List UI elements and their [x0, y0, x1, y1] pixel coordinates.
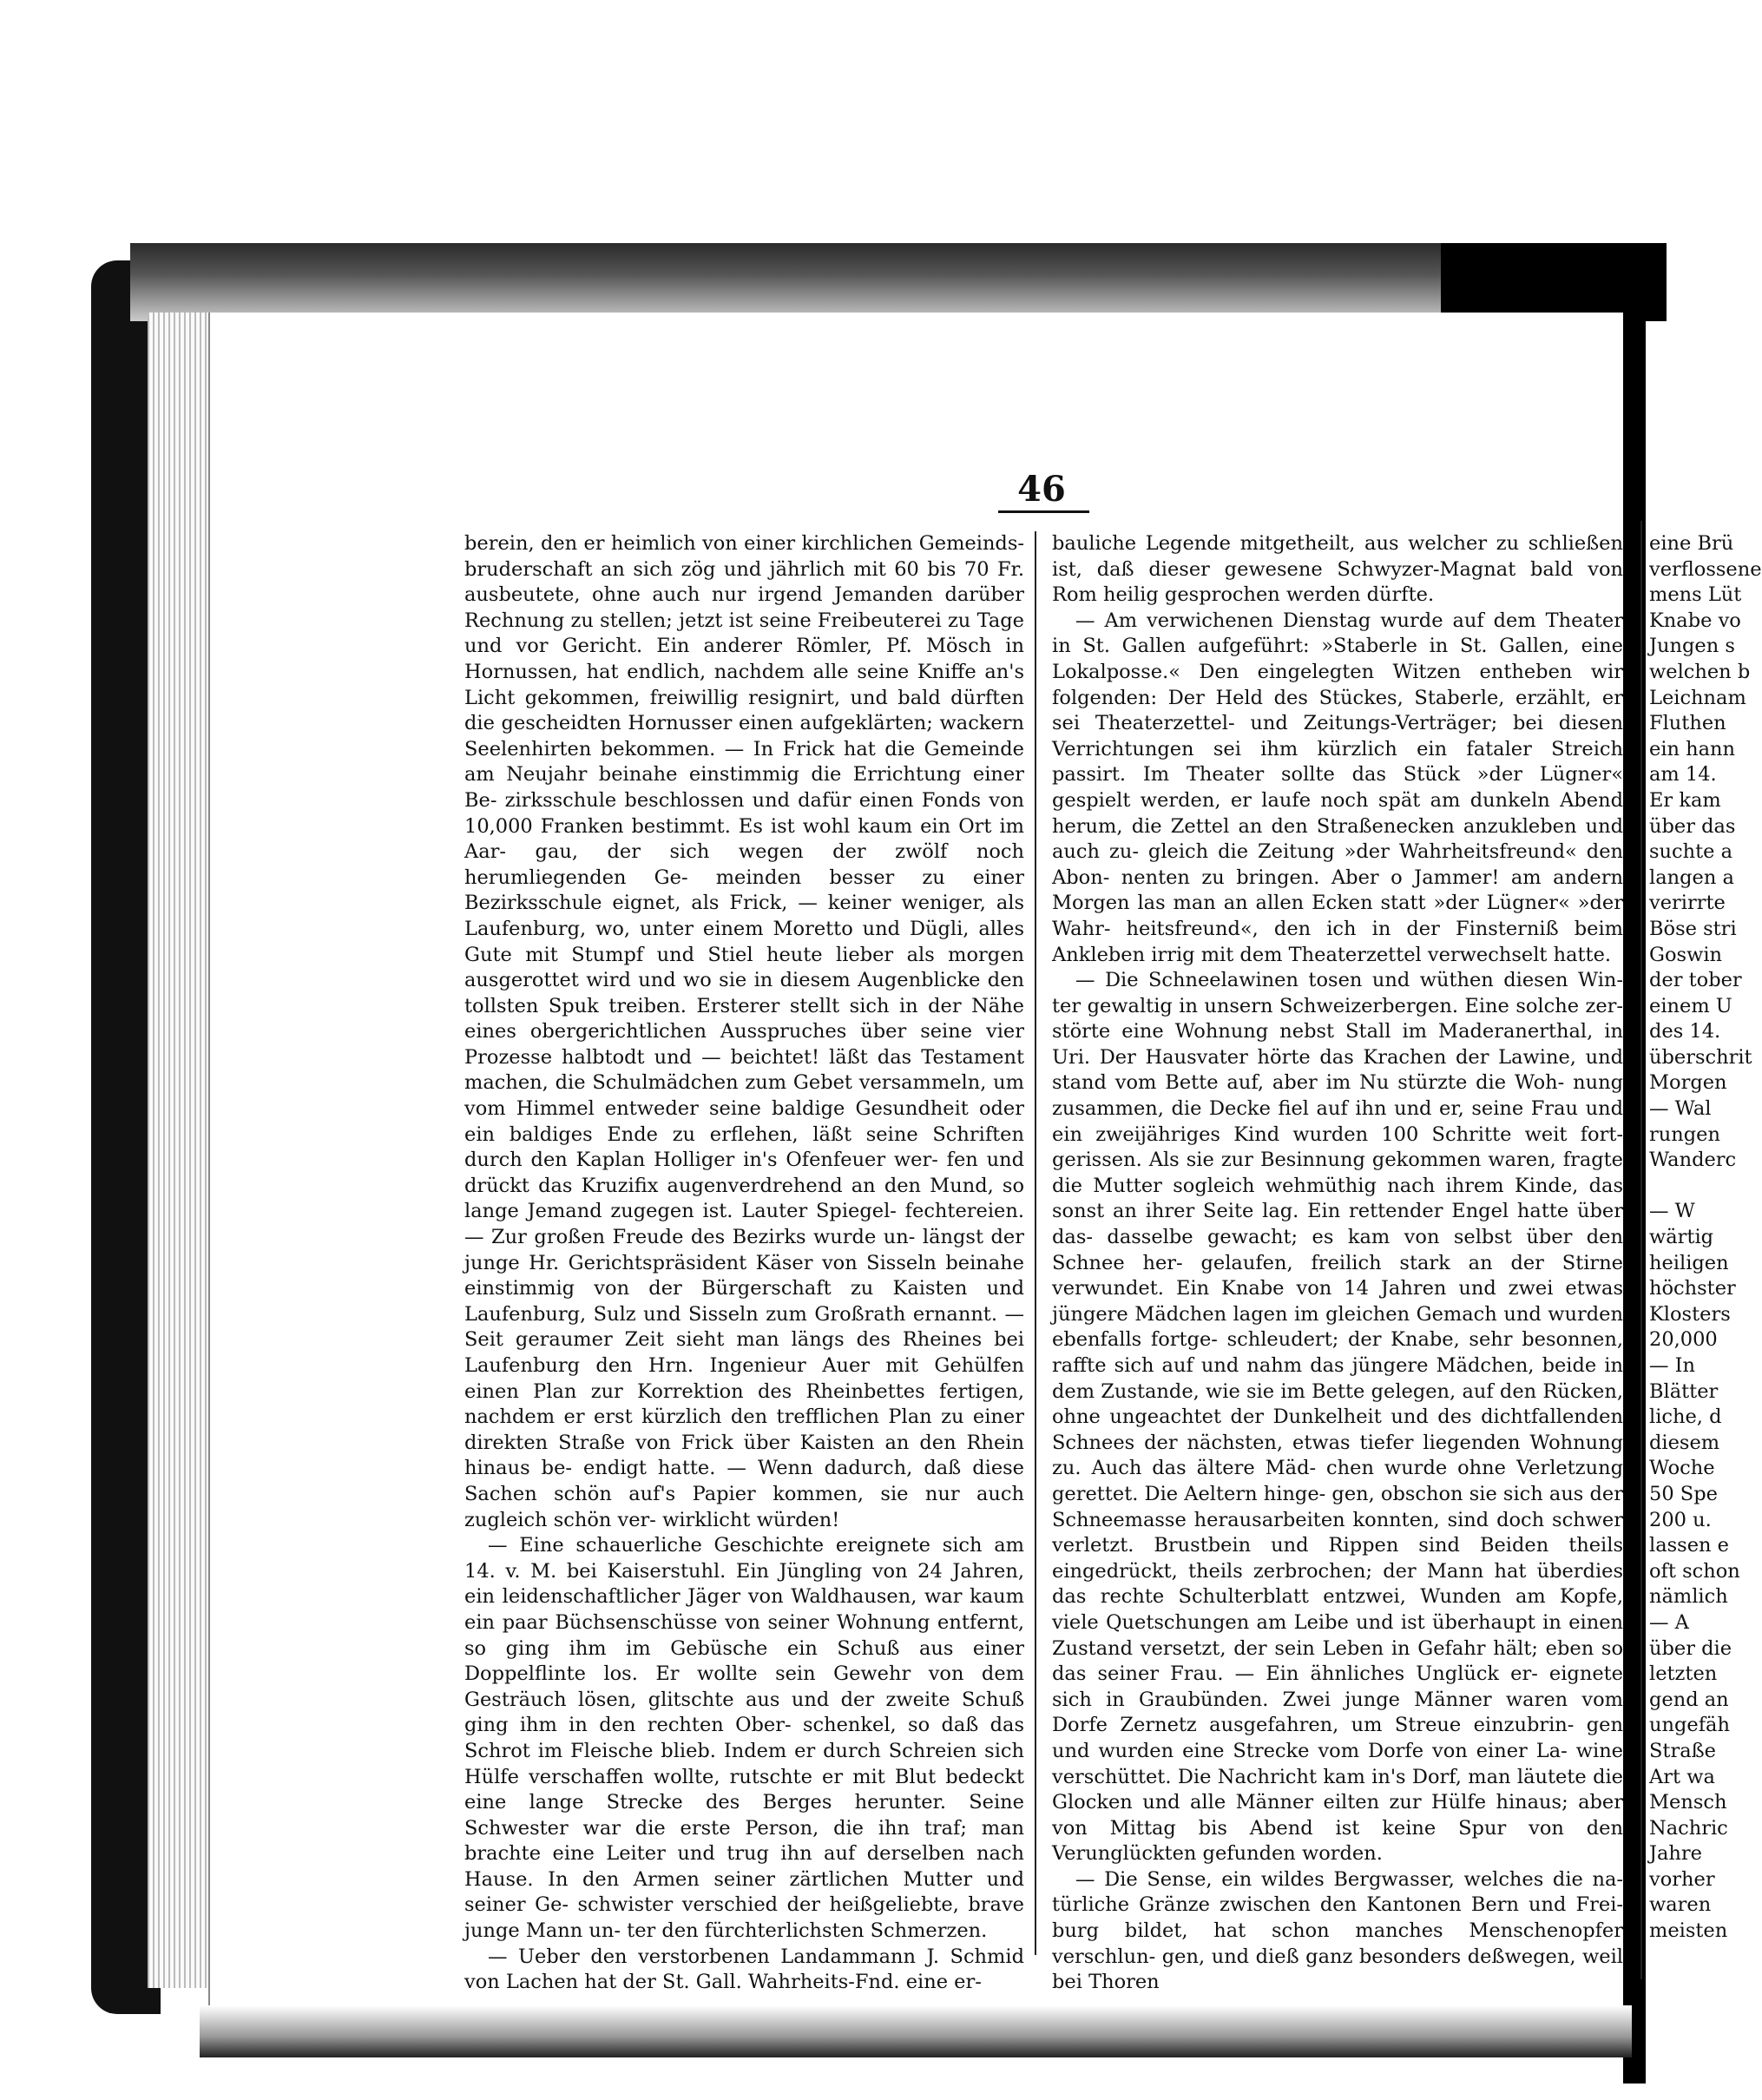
- text-fragment: — In: [1649, 1354, 1696, 1377]
- text-fragment: — A: [1649, 1610, 1689, 1634]
- text-fragment: waren: [1649, 1893, 1712, 1917]
- text-fragment: Fluthen: [1649, 712, 1726, 735]
- text-fragment: Klosters: [1649, 1302, 1731, 1326]
- text-fragment: 20,000: [1649, 1328, 1718, 1352]
- text-fragment: lassen e: [1649, 1534, 1729, 1557]
- paragraph: — Die Sense, ein wildes Bergwasser, welches die na- türliche Gränze zwischen den Kantonen Bern und Frei- burg bildet, hat schon manches Menschenopfer verschlun- gen, und dieß ganz besonders deßwegen, weil bei Thoren: [1052, 1867, 1623, 1994]
- paragraph: berein, den er heimlich von einer kirchlichen Gemeinds- bruderschaft an sich zög und jährlich mit 60 bis 70 Fr. ausbeutete, ohne auch nur irgend Jemanden darüber Rechnung zu stellen; jetzt ist seine Freibeuterei zu Tage und vor Gericht. Ein anderer Römler, Pf. Mösch in Hornussen, hat endlich, nachdem alle seine Kniffe an's Licht gekommen, freiwillig resignirt, und bald dürften die gescheidten Hornusser einen aufgeklärten; wackern Seelenhirten bekommen. — In Frick hat die Gemeinde am Neujahr beinahe einstimmig die Errichtung einer Be- zirksschule beschlossen und dafür einen Fonds von 10,000 Franken bestimmt. Es ist wohl kaum ein Ort im Aar- gau, der sich wegen der zwölf noch herumliegenden Ge- meinden besser zu einer Bezirksschule eignet, als Frick, — keiner weniger, als Laufenburg, wo, unter einem Moretto und Dügli, alles Gute mit Stumpf und Stiel heute lieber als morgen ausgerottet wird und wo sie in diesem Augenblicke den tollsten Spuk treiben. Ersterer stellt sich in der Nähe eines obergerichtlichen Ausspruches über seine vier Prozesse halbtodt und — beichtet! läßt das Testament machen, die Schulmädchen zum Gebet versammeln, um vom Himmel entweder seine baldige Gesundheit oder ein baldiges Ende zu erflehen, läßt seine Schriften durch den Kaplan Holliger in's Ofenfeuer wer- fen und drückt das Kruzifix augenverdrehend an den Mund, so lange Jemand zugegen ist. Lauter Spiegel- fechtereien. — Zur großen Freude des Bezirks wurde un- längst der junge Hr. Gerichtspräsident Käser von Sisseln beinahe einstimmig von der Bürgerschaft zu Kaisten und Laufenburg, Sulz und Sisseln zum Großrath ernannt. — Seit geraumer Zeit sieht man längs des Rheines bei Laufenburg den Hrn. Ingenieur Auer mit Gehülfen einen Plan zur Korrektion des Rheinbettes fertigen, nachdem er erst kürzlich den trefflichen Plan zu einer direkten Straße von Frick über Kaisten an den Rhein hinaus be- endigt hatte. — Wenn dadurch, daß diese Sachen schön auf's Papier kommen, sie nur auch zugleich schön ver- wirklicht würden!: [464, 532, 1024, 1531]
- text-fragment: Goswin: [1649, 943, 1723, 966]
- text-fragment: oft schon: [1649, 1559, 1740, 1583]
- paragraph: — Eine schauerliche Geschichte ereignete sich am 14. v. M. bei Kaiserstuhl. Ein Jüngling von 24 Jahren, ein leidenschaftlicher Jäger von Waldhausen, war kaum ein paar Büchsenschüsse von seiner Wohnung entfernt, so ging ihm im Gebüsche ein Schuß aus einer Doppelflinte los. Er wollte sein Gewehr von dem Gesträuch lösen, glitschte aus und der zweite Schuß ging ihm in den rechten Ober- schenkel, so daß das Schrot im Fleische blieb. Indem er durch Schreien sich Hülfe verschaffen wollte, rutschte er mit Blut bedeckt eine lange Strecke des Berges herunter. Seine Schwester war die erste Person, die ihn traf; man brachte eine Leiter und trug ihn auf derselben nach Hause. In den Armen seiner zärtlichen Mutter und seiner Ge- schwister verschied der heißgeliebte, brave junge Mann un- ter den fürchterlichsten Schmerzen.: [464, 1534, 1024, 1943]
- text-fragment: heiligen: [1649, 1251, 1729, 1274]
- text-fragment: langen a: [1649, 866, 1734, 889]
- left-text-column: [464, 531, 1024, 1996]
- text-fragment: am 14.: [1649, 763, 1717, 787]
- text-fragment: Art wa: [1649, 1765, 1715, 1788]
- text-fragment: diesem: [1649, 1431, 1720, 1454]
- text-fragment: Leichnam: [1649, 686, 1746, 709]
- text-fragment: letzten: [1649, 1662, 1718, 1686]
- book-spine: [1623, 243, 1646, 2084]
- text-fragment: einem U: [1649, 994, 1732, 1017]
- text-fragment: [1649, 1174, 1736, 1200]
- column-divider: [1640, 521, 1642, 1979]
- text-fragment: Mensch: [1649, 1791, 1727, 1814]
- column-divider: [1035, 531, 1036, 1955]
- page-number: 46: [1017, 469, 1066, 510]
- book-bottom-edge: [200, 2005, 1632, 2057]
- text-fragment: über die: [1649, 1636, 1732, 1660]
- text-fragment: gend an: [1649, 1688, 1729, 1711]
- text-fragment: Er kam: [1649, 788, 1721, 812]
- right-page-fragment-column: [1649, 531, 1762, 1945]
- text-fragment: Jahre: [1649, 1842, 1702, 1866]
- text-fragment: verflossene: [1649, 557, 1762, 581]
- text-fragment: Morgen: [1649, 1071, 1727, 1095]
- text-fragment: Straße: [1649, 1739, 1716, 1762]
- text-fragment: der tober: [1649, 969, 1742, 992]
- text-fragment: des 14.: [1649, 1020, 1721, 1043]
- text-fragment: Woche: [1649, 1457, 1715, 1480]
- book-top-edge: [130, 243, 1458, 321]
- paragraph: — Die Schneelawinen tosen und wüthen diesen Win- ter gewaltig in unsern Schweizerbergen. Eine solche zer- störte eine Wohnung nebst Stall im Maderanerthal, in Uri. Der Hausvater hörte das Krachen der Lawine, und stand vom Bette auf, aber im Nu stürzte die Woh- nung zusammen, die Decke fiel auf ihn und er, seine Frau und ein zweijähriges Kind wurden 100 Schritte weit fort- gerissen. Als sie zur Besinnung gekommen waren, fragte die Mutter sogleich wehmüthig nach ihrem Kinde, das sonst an ihrer Seite lag. Ein rettender Engel hatte über das- dasselbe gewacht; es kam von selbst über den Schnee her- gelaufen, freilich stark an der Stirne verwundet. Ein Knabe von 14 Jahren und zwei etwas jüngere Mädchen lagen im gleichen Gemach und wurden ebenfalls fortge- schleudert; der Knabe, sehr besonnen, raffte sich auf und nahm das jüngere Mädchen, beide in dem Zustande, wie sie im Bette gelegen, auf den Rücken, ohne ungeachtet der Dunkelheit und des dichtfallenden Schnees der nächsten, etwas tiefer liegenden Wohnung zu. Auch das ältere Mäd- chen wurde ohne Verletzung gerettet. Die Aeltern hinge- gen, obschon sie sich aus der Schneemasse herausarbeiten konnten, sind doch schwer verletzt. Brustbein und Rippen sind Beiden theils eingedrückt, theils zerbrochen; der Mann hat überdies das rechte Schulterblatt entzwei, Wunden am Kopfe, viele Quetschungen am Leibe und ist überhaupt in einen Zustand versetzt, der sein Leben in Gefahr hält; eben so das seiner Frau. — Ein ähnliches Unglück er- eignete sich in Graubünden. Zwei junge Männer waren vom Dorfe Zernetz ausgefahren, um Streue einzubrin- gen und wurden eine Strecke vom Dorfe von einer La- wine verschüttet. Die Nachricht kam in's Dorf, man läutete die Glocken und alle Männer eilten zur Hülfe hinaus; aber von Mittag bis Abend ist keine Spur von den Verunglückten gefunden worden.: [1052, 969, 1623, 1866]
- text-fragment: suchte a: [1649, 840, 1733, 864]
- text-fragment: liche, d: [1649, 1405, 1722, 1429]
- text-fragment: Knabe vo: [1649, 609, 1741, 632]
- text-fragment: 50 Spe: [1649, 1482, 1718, 1505]
- text-fragment: Blätter: [1649, 1379, 1719, 1403]
- text-fragment: nämlich: [1649, 1585, 1728, 1609]
- text-fragment: höchster: [1649, 1277, 1736, 1300]
- text-fragment: Böse stri: [1649, 917, 1737, 940]
- text-fragment: ein hann: [1649, 737, 1736, 760]
- text-fragment: eine Brü: [1649, 532, 1734, 555]
- text-fragment: mens Lüt: [1649, 583, 1742, 607]
- text-fragment: meisten: [1649, 1919, 1728, 1943]
- text-fragment: Wanderc: [1649, 1149, 1737, 1172]
- text-fragment: vorher: [1649, 1867, 1715, 1891]
- paragraph: — Ueber den verstorbenen Landammann J. Schmid von Lachen hat der St. Gall. Wahrheits-Fnd. eine er-: [464, 1945, 1024, 1994]
- middle-text-column: [1052, 531, 1623, 1996]
- paragraph: — Am verwichenen Dienstag wurde auf dem Theater in St. Gallen aufgeführt: »Staberle in St. Gallen, eine Lokalposse.« Den eingelegten Witzen entheben wir folgenden: Der Held des Stückes, Staberle, erzählt, er sei Theaterzettel- und Zeitungs-Verträger; bei diesen Verrichtungen sei ihm kürzlich ein fataler Streich passirt. Im Theater sollte das Stück »der Lügner« gespielt werden, er laufe noch spät am dunkeln Abend herum, die Zettel an den Straßenecken anzukleben und auch zu- gleich die Zeitung »der Wahrheitsfreund« den Abon- nenten zu bringen. Aber o Jammer! am andern Morgen las man an allen Ecken statt »der Lügner« »der Wahr- heitsfreund«, den ich in der Finsterniß beim Ankleben irrig mit dem Theaterzettel verwechselt hatte.: [1052, 609, 1623, 966]
- text-fragment: — W: [1649, 1200, 1695, 1223]
- page-edges: [148, 313, 208, 1988]
- text-fragment: — Wal: [1649, 1097, 1712, 1121]
- text-fragment: welchen b: [1649, 660, 1751, 683]
- text-fragment: Nachric: [1649, 1816, 1728, 1840]
- text-fragment: Jungen s: [1649, 635, 1735, 658]
- paragraph: bauliche Legende mitgetheilt, aus welcher zu schließen ist, daß dieser gewesene Schwyzer-Magnat bald von Rom heilig gesprochen werden dürfte.: [1052, 532, 1623, 607]
- text-fragment: ungefäh: [1649, 1714, 1730, 1737]
- text-fragment: wärtig: [1649, 1226, 1714, 1249]
- text-fragment: verirrte: [1649, 892, 1726, 915]
- text-fragment: 200 u.: [1649, 1508, 1712, 1531]
- text-fragment: über das: [1649, 814, 1736, 838]
- text-fragment: rungen: [1649, 1122, 1720, 1146]
- page-number-rule: [998, 510, 1089, 513]
- text-fragment: überschrit: [1649, 1045, 1752, 1069]
